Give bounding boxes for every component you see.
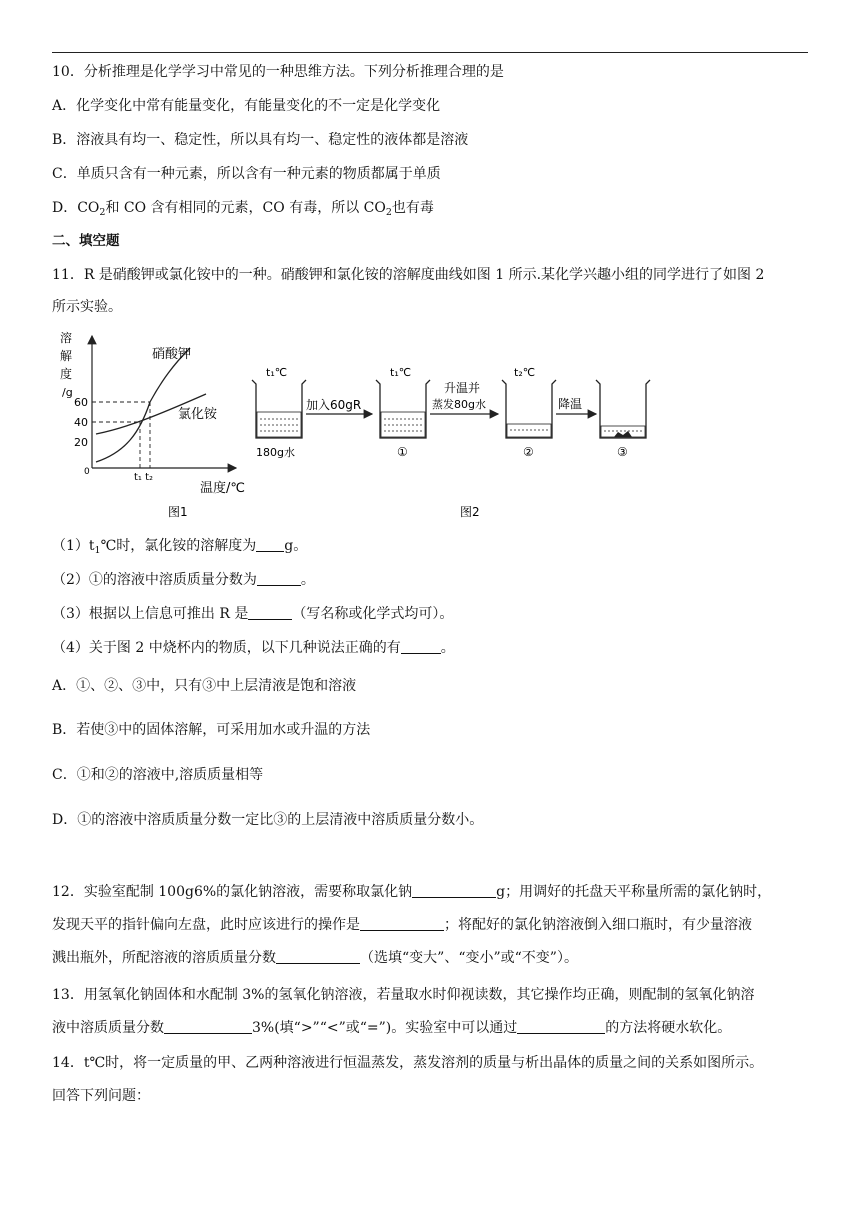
q11-part3-blank[interactable] (248, 605, 292, 620)
beaker-start-temp: t₁℃ (266, 366, 288, 379)
q11-stem-line1: 11．R 是硝酸钾或氯化铵中的一种。硝酸钾和氯化铵的溶解度曲线如图 1 所示.某化学兴趣小组的同学进行了如图 2 (52, 267, 765, 283)
origin-label: 0 (84, 467, 90, 477)
beaker-1-label: ① (397, 445, 408, 459)
arrow-heat-label-2: 蒸发80g水 (432, 398, 486, 411)
top-rule (52, 52, 808, 53)
ylabel-unit: /g (62, 386, 73, 399)
xtick-t1-t2: t₁ t₂ (134, 472, 154, 483)
xlabel-temperature: 温度/℃ (200, 481, 245, 496)
q10-option-a: A．化学变化中常有能量变化，有能量变化的不一定是化学变化 (52, 98, 441, 114)
q10-option-d: D．$CO_2$和 CO 含有相同的元素，CO 有毒，所以 $CO_2$也有毒 (52, 200, 434, 218)
q11-part2-blank[interactable] (257, 571, 301, 586)
q13-blank-1[interactable] (164, 1019, 252, 1034)
q12-blank-1[interactable] (412, 883, 496, 898)
q11-part2: （2）①的溶液中溶质质量分数为 。 (52, 572, 315, 588)
q13-blank-2[interactable] (517, 1019, 605, 1034)
q11-figure-svg (56, 328, 676, 528)
beaker-2-label: ② (523, 445, 534, 459)
label-kno3: 硝酸钾 (152, 347, 192, 362)
q11-option-b: B．若使③中的固体溶解，可采用加水或升温的方法 (52, 722, 371, 738)
label-nh4cl: 氯化铵 (178, 407, 218, 422)
q10-option-c: C．单质只含有一种元素，所以含有一种元素的物质都属于单质 (52, 166, 441, 182)
figure2-caption: 图2 (460, 505, 480, 519)
q11-figures (56, 328, 676, 528)
beaker-2-temp: t₂℃ (514, 366, 536, 379)
q11-part4: （4）关于图 2 中烧杯内的物质，以下几种说法正确的有 。 (52, 640, 455, 656)
figure2-diagram (252, 366, 650, 519)
q12-line3: 溅出瓶外，所配溶液的溶质质量分数 （选填“变大”、“变小”或“不变”）。 (52, 950, 578, 966)
q11-part4-blank[interactable] (401, 639, 441, 654)
beaker-3-label: ③ (617, 445, 628, 459)
q12-blank-3[interactable] (276, 949, 360, 964)
ytick-60: 60 (74, 396, 88, 409)
q11-option-c: C．①和②的溶液中,溶质质量相等 (52, 767, 264, 783)
q11-stem-line2: 所示实验。 (52, 299, 122, 315)
beaker-3 (596, 380, 650, 459)
beaker-start-label: 180g水 (256, 446, 295, 459)
beaker-start (252, 366, 306, 459)
arrow-heat-label-1: 升温并 (444, 381, 481, 395)
q10-stem: 10．分析推理是化学学习中常见的一种思维方法。下列分析推理合理的是 (52, 64, 504, 80)
q10-option-b: B．溶液具有均一、稳定性，所以具有均一、稳定性的液体都是溶液 (52, 132, 469, 148)
q11-part1: $(1)t_1℃$时，氯化铵的溶解度为 g。 (52, 538, 308, 556)
section-heading-fill-in: 二、填空题 (52, 233, 120, 249)
beaker-2 (502, 366, 556, 459)
arrow-add-r-label: 加入60gR (306, 398, 362, 412)
q11-part3: （3）根据以上信息可推出 R 是 （写名称或化学式均可）。 (52, 606, 454, 622)
curve-kno3 (96, 348, 190, 462)
ylabel-char-3: 度 (60, 367, 73, 381)
q11-option-d: D．①的溶液中溶质质量分数一定比③的上层清液中溶质质量分数小。 (52, 812, 484, 828)
q12-line2: 发现天平的指针偏向左盘，此时应该进行的操作是 ；将配好的氯化钠溶液倒入细口瓶时，有少量溶液 (52, 917, 752, 933)
ylabel-char-1: 溶 (60, 331, 73, 345)
ylabel-char-2: 解 (60, 349, 73, 363)
q12-blank-2[interactable] (360, 916, 444, 931)
q14-line2: 回答下列问题： (52, 1088, 150, 1104)
beaker-1 (376, 366, 430, 459)
q13-line1: 13．用氢氧化钠固体和水配制 3%的氢氧化钠溶液，若量取水时仰视读数，其它操作均正确，则配制的氢氧化钠溶 (52, 987, 755, 1003)
q12-line1: 12．实验室配制 100g6%的氯化钠溶液，需要称取氯化钠 g；用调好的托盘天平称量所需的氯化钠时， (52, 884, 772, 900)
figure1-chart (60, 330, 245, 519)
ytick-20: 20 (74, 436, 88, 449)
q11-option-a: A．①、②、③中，只有③中上层清液是饱和溶液 (52, 678, 357, 694)
q14-line1: 14．t℃时，将一定质量的甲、乙两种溶液进行恒温蒸发，蒸发溶剂的质量与析出晶体的质量之间的关系如图所示。 (52, 1055, 764, 1071)
figure1-caption: 图1 (168, 505, 188, 519)
q11-part1-blank[interactable] (256, 537, 284, 552)
beaker-1-temp: t₁℃ (390, 366, 412, 379)
q13-line2: 液中溶质质量分数 3%(填“>”“<”或“=”)。实验室中可以通过 的方法将硬水软化。 (52, 1020, 732, 1036)
arrow-cool-label: 降温 (558, 397, 583, 411)
ytick-40: 40 (74, 416, 88, 429)
